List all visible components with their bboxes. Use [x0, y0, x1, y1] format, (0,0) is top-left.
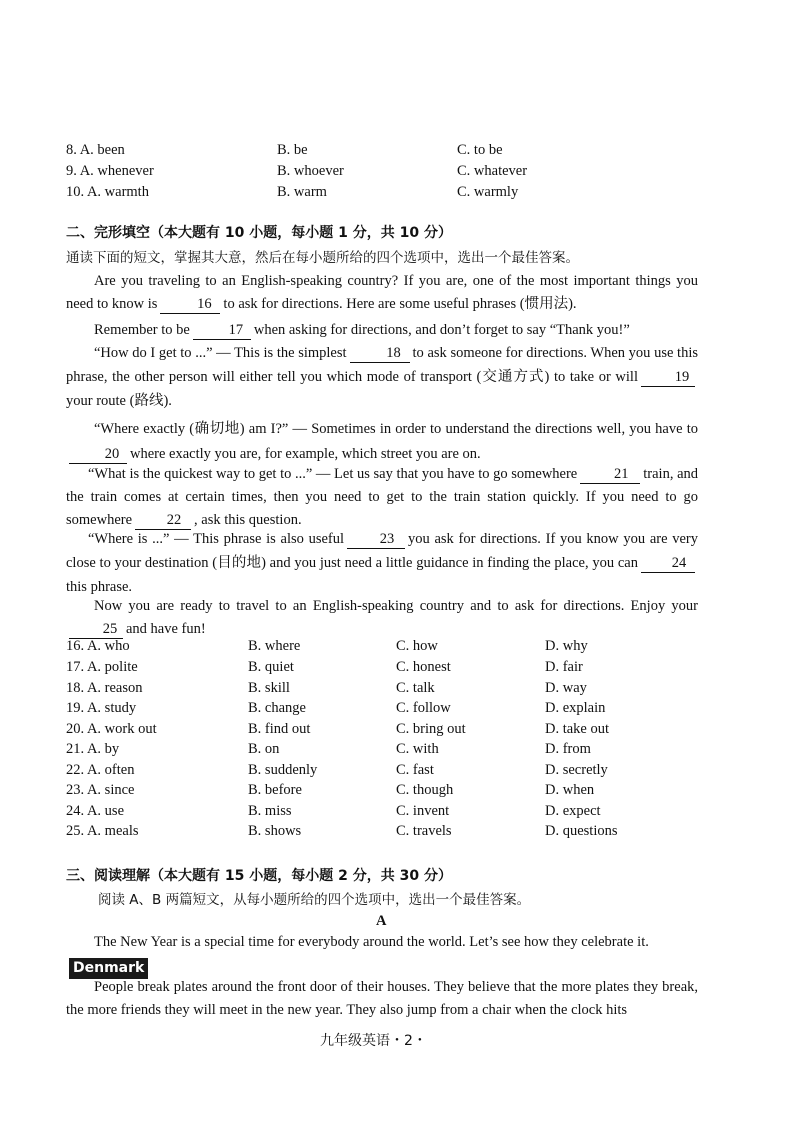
option-c: C. with	[396, 741, 439, 757]
option-b: B. on	[248, 741, 280, 757]
blank-22: 22	[135, 512, 191, 530]
option-c: C. talk	[396, 680, 435, 696]
section2-heading: 二、完形填空（本大题有 10 小题，每小题 1 分，共 10 分）	[66, 225, 452, 241]
cloze-text: Now you are ready to travel to an English-speaking country and to ask for directions. Enjoy your	[94, 598, 698, 614]
option-a: 24. A. use	[66, 803, 124, 819]
cloze-paragraph-5	[66, 463, 698, 532]
option-c: C. bring out	[396, 721, 466, 737]
option-row	[66, 659, 746, 680]
cloze-text: train, and the train comes at certain times, then you need to get to the train station quickly. If you need to go somewhere	[66, 466, 699, 528]
q9-option-c: C. whatever	[457, 163, 528, 179]
option-a: 21. A. by	[66, 741, 120, 757]
option-row	[66, 638, 746, 659]
q8-option-c: C. to be	[457, 142, 503, 158]
option-a: 23. A. since	[66, 782, 135, 798]
option-d: D. way	[545, 680, 587, 696]
option-b: B. miss	[248, 803, 292, 819]
option-d: D. expect	[545, 803, 601, 819]
option-d: D. explain	[545, 700, 606, 716]
option-c: C. fast	[396, 762, 434, 778]
cloze-text: you ask for directions. If you know you are very close to your destination (目的地) and you just need a little guidance in finding the place, you can	[66, 531, 698, 571]
blank-18: 18	[350, 345, 410, 363]
option-a: 17. A. polite	[66, 659, 138, 675]
option-a: 20. A. work out	[66, 721, 157, 737]
cloze-text: to ask for directions. Here are some useful phrases (惯用法).	[223, 296, 577, 312]
option-d: D. when	[545, 782, 595, 798]
option-row	[66, 823, 746, 844]
section2-instruction: 通读下面的短文，掌握其大意，然后在每小题所给的四个选项中，选出一个最佳答案。	[66, 250, 579, 266]
q10-option-b: B. warm	[277, 184, 327, 200]
option-b: B. shows	[248, 823, 302, 839]
page-footer: 九年级英语・2・	[320, 1033, 427, 1049]
option-a: 25. A. meals	[66, 823, 139, 839]
cloze-text: “Where is ...” — This phrase is also useful	[88, 531, 345, 547]
option-d: D. questions	[545, 823, 618, 839]
option-b: B. change	[248, 700, 306, 716]
section3-instruction: 阅读 A、B 两篇短文，从每小题所给的四个选项中，选出一个最佳答案。	[98, 892, 531, 908]
cloze-text: your route (路线).	[66, 393, 172, 409]
cloze-text: “What is the quickest way to get to ...” — Let us say that you have to go somewhere	[88, 466, 578, 482]
cloze-text: and have fun!	[126, 621, 206, 637]
blank-16: 16	[160, 296, 220, 314]
cloze-paragraph-4	[66, 417, 698, 467]
option-row	[66, 741, 746, 762]
cloze-text: “Where exactly (确切地) am I?” — Sometimes in order to understand the directions well, you have to	[94, 421, 698, 437]
option-row	[66, 782, 746, 803]
option-row	[66, 721, 746, 742]
cloze-paragraph-1	[66, 270, 698, 316]
cloze-paragraph-7	[66, 595, 698, 641]
blank-20: 20	[69, 446, 127, 464]
blank-19: 19	[641, 369, 695, 387]
option-c: C. invent	[396, 803, 450, 819]
cloze-text: Remember to be	[94, 322, 190, 338]
cloze-paragraph-3	[66, 341, 698, 413]
q10-option-c: C. warmly	[457, 184, 519, 200]
option-c: C. though	[396, 782, 454, 798]
q10-option-a: 10. A. warmth	[66, 184, 149, 200]
option-a: 19. A. study	[66, 700, 137, 716]
section3-heading: 三、阅读理解（本大题有 15 小题，每小题 2 分，共 30 分）	[66, 868, 452, 884]
q9-option-a: 9. A. whenever	[66, 163, 154, 179]
option-d: D. secretly	[545, 762, 608, 778]
q8-option-a: 8. A. been	[66, 142, 125, 158]
option-b: B. where	[248, 638, 301, 654]
cloze-text: , ask this question.	[194, 512, 302, 528]
blank-24: 24	[641, 555, 695, 573]
option-a: 16. A. who	[66, 638, 130, 654]
option-b: B. skill	[248, 680, 290, 696]
option-row	[66, 700, 746, 721]
option-a: 18. A. reason	[66, 680, 143, 696]
option-c: C. follow	[396, 700, 451, 716]
option-d: D. fair	[545, 659, 583, 675]
denmark-paragraph: People break plates around the front door of their houses. They believe that the more plates they break, the more friends they will meet in the new year. They also jump from a chair when the clock hits	[66, 979, 698, 1018]
passage-intro: The New Year is a special time for everybody around the world. Let’s see how they celebrate it.	[94, 934, 649, 950]
option-d: D. why	[545, 638, 588, 654]
q9-option-b: B. whoever	[277, 163, 344, 179]
blank-21: 21	[580, 466, 640, 484]
cloze-text: “How do I get to ...” — This is the simplest	[94, 345, 347, 361]
cloze-text: this phrase.	[66, 579, 133, 595]
cloze-paragraph-2	[66, 319, 698, 342]
blank-17: 17	[193, 322, 251, 340]
option-b: B. quiet	[248, 659, 294, 675]
cloze-text: when asking for directions, and don’t forget to say “Thank you!”	[253, 322, 630, 338]
passage-label: A	[376, 913, 387, 929]
option-b: B. suddenly	[248, 762, 318, 778]
option-row	[66, 803, 746, 824]
option-c: C. honest	[396, 659, 451, 675]
blank-25: 25	[69, 621, 123, 639]
cloze-text: to ask someone for directions. When you use this phrase, the other person will either tell you which mode of transport (交通方式) to take or will	[66, 345, 699, 385]
cloze-text: where exactly you are, for example, which street you are on.	[130, 446, 481, 462]
option-c: C. how	[396, 638, 438, 654]
option-c: C. travels	[396, 823, 452, 839]
cloze-paragraph-6	[66, 527, 698, 599]
option-b: B. before	[248, 782, 302, 798]
option-row	[66, 762, 746, 783]
q8-option-b: B. be	[277, 142, 308, 158]
option-a: 22. A. often	[66, 762, 135, 778]
denmark-label: Denmark	[69, 958, 148, 979]
option-d: D. take out	[545, 721, 610, 737]
cloze-text: Are you traveling to an English-speaking country? If you are, one of the most important things you need to know is	[66, 273, 698, 312]
option-b: B. find out	[248, 721, 311, 737]
option-row	[66, 680, 746, 701]
option-d: D. from	[545, 741, 591, 757]
blank-23: 23	[347, 531, 405, 549]
